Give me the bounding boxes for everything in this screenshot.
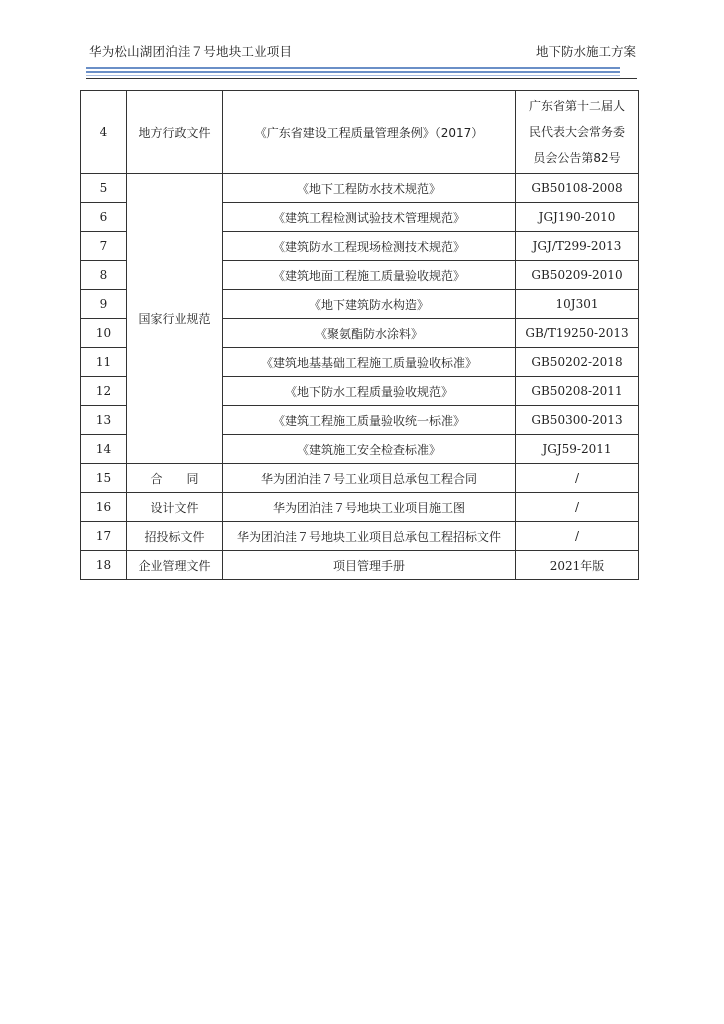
- row-document-name: 华为团泊洼７号地块工业项目总承包工程招标文件: [223, 522, 516, 551]
- row-code: /: [516, 522, 639, 551]
- row-number: 17: [81, 522, 127, 551]
- row-code: JGJ190-2010: [516, 203, 639, 232]
- table-row: [81, 464, 639, 493]
- row-code: GB50208-2011: [516, 377, 639, 406]
- row-number: 7: [81, 232, 127, 261]
- header-rule: [86, 75, 620, 76]
- standards-table: [80, 90, 639, 580]
- header-project-title: 华为松山湖团泊洼７号地块工业项目: [89, 44, 293, 59]
- row-number: 12: [81, 377, 127, 406]
- row-document-name: 华为团泊洼７号地块工业项目施工图: [223, 493, 516, 522]
- row-category: 国家行业规范: [127, 174, 223, 464]
- row-document-name: 华为团泊洼７号工业项目总承包工程合同: [223, 464, 516, 493]
- row-code: GB50202-2018: [516, 348, 639, 377]
- row-number: 5: [81, 174, 127, 203]
- row-code: /: [516, 493, 639, 522]
- table-row: [81, 493, 639, 522]
- row-code: 10J301: [516, 290, 639, 319]
- table-row: [81, 522, 639, 551]
- row-code: [516, 91, 639, 174]
- row-code: GB50108-2008: [516, 174, 639, 203]
- row-number: 11: [81, 348, 127, 377]
- row-number: 15: [81, 464, 127, 493]
- row-code: 2021年版: [516, 551, 639, 580]
- row-code-line: 员会公告第82号: [533, 151, 621, 165]
- row-code: GB50209-2010: [516, 261, 639, 290]
- row-number: 18: [81, 551, 127, 580]
- header-rule: [86, 78, 637, 79]
- row-document-name: 《建筑地面工程施工质量验收规范》: [223, 261, 516, 290]
- row-document-name: 《建筑工程检测试验技术管理规范》: [223, 203, 516, 232]
- row-code: GB/T19250-2013: [516, 319, 639, 348]
- row-document-name: 《地下工程防水技术规范》: [223, 174, 516, 203]
- row-code-line: 广东省第十二届人: [528, 99, 625, 113]
- row-category: 合 同: [127, 464, 223, 493]
- row-document-name: 《地下建筑防水构造》: [223, 290, 516, 319]
- table-row: [81, 91, 639, 174]
- row-number: 6: [81, 203, 127, 232]
- row-document-name: 《建筑防水工程现场检测技术规范》: [223, 232, 516, 261]
- header-rule: [86, 71, 620, 73]
- row-document-name: 《聚氨酯防水涂料》: [223, 319, 516, 348]
- row-number: 4: [81, 91, 127, 174]
- row-document-name: 《建筑工程施工质量验收统一标准》: [223, 406, 516, 435]
- row-number: 16: [81, 493, 127, 522]
- row-code: /: [516, 464, 639, 493]
- row-document-name: 《建筑施工安全检查标准》: [223, 435, 516, 464]
- table-row: [81, 174, 639, 203]
- row-code: GB50300-2013: [516, 406, 639, 435]
- header-document-title: 地下防水施工方案: [535, 44, 636, 59]
- row-document-name: 《地下防水工程质量验收规范》: [223, 377, 516, 406]
- table-row: [81, 551, 639, 580]
- row-category: 设计文件: [127, 493, 223, 522]
- row-category: 招投标文件: [127, 522, 223, 551]
- row-document-name: 《建筑地基基础工程施工质量验收标准》: [223, 348, 516, 377]
- row-number: 14: [81, 435, 127, 464]
- row-code: JGJ/T299-2013: [516, 232, 639, 261]
- row-code-line: 民代表大会常务委: [528, 125, 625, 139]
- row-category: 企业管理文件: [127, 551, 223, 580]
- row-category: 地方行政文件: [127, 91, 223, 174]
- row-document-name: 项目管理手册: [223, 551, 516, 580]
- row-document-name: 《广东省建设工程质量管理条例》（2017）: [223, 91, 516, 174]
- row-number: 9: [81, 290, 127, 319]
- row-number: 8: [81, 261, 127, 290]
- header-rule: [86, 67, 620, 69]
- row-number: 13: [81, 406, 127, 435]
- row-number: 10: [81, 319, 127, 348]
- row-code: JGJ59-2011: [516, 435, 639, 464]
